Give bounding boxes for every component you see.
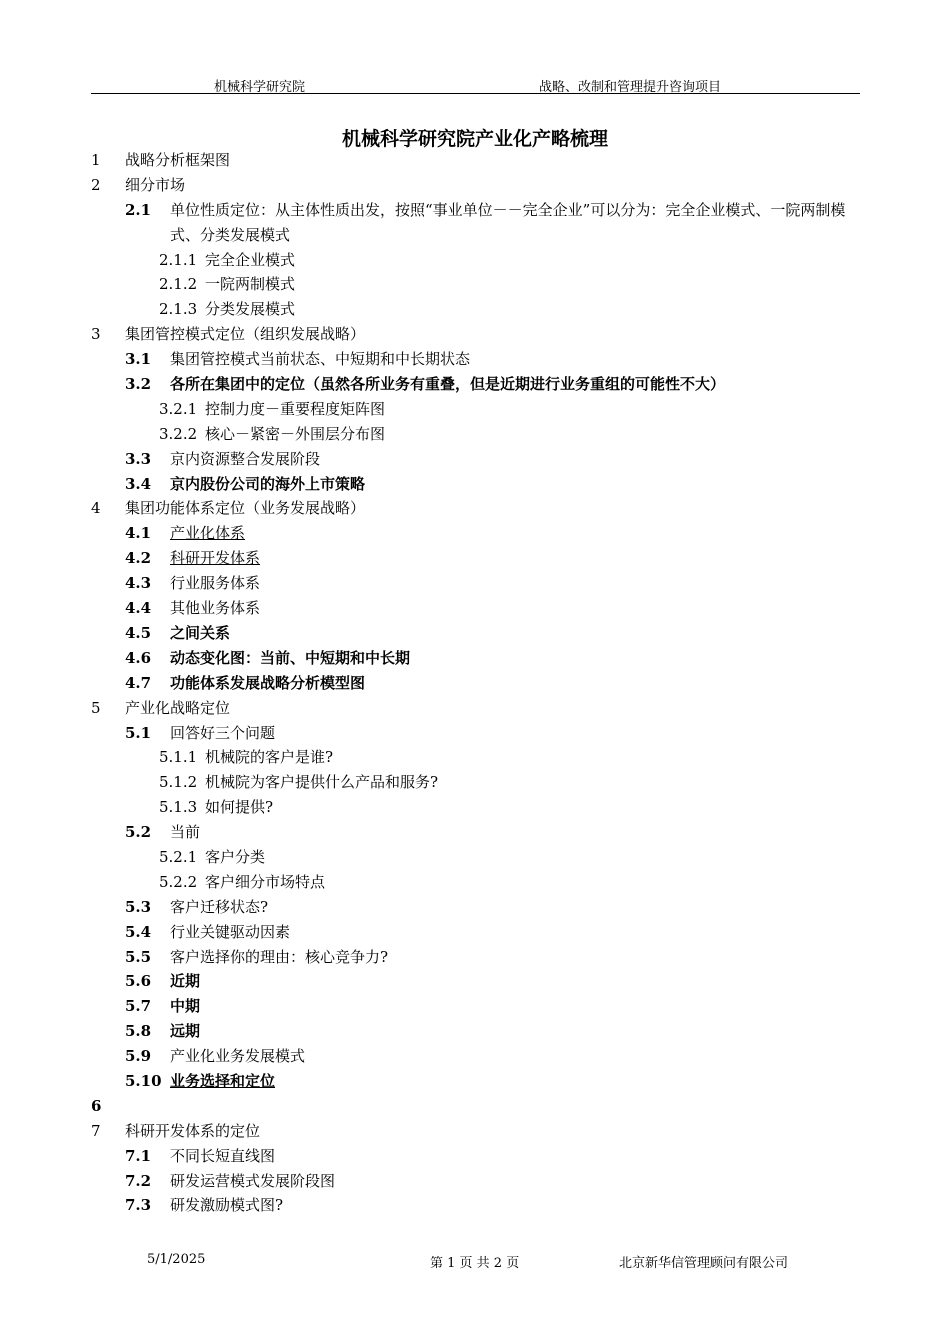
toc-text: 机械院的客户是谁? (205, 748, 334, 767)
toc-item-7-1 (0, 1144, 950, 1169)
toc-text: 集团功能体系定位（业务发展战略） (125, 499, 366, 518)
toc-item-4-6 (0, 646, 950, 671)
toc-text: 机械院为客户提供什么产品和服务? (205, 773, 439, 792)
toc-text: 远期 (170, 1022, 201, 1041)
toc-item-3-2-2 (0, 422, 950, 447)
toc-item-5-1 (0, 721, 950, 746)
toc-item-2 (0, 173, 950, 198)
toc-item-7-2 (0, 1169, 950, 1194)
toc-text: 其他业务体系 (170, 599, 261, 618)
toc-text: 当前 (170, 823, 201, 842)
toc-number: 4.6 (125, 648, 152, 667)
toc-item-5-2-2 (0, 870, 950, 895)
toc-text: 科研开发体系的定位 (125, 1121, 261, 1140)
toc-number: 5.4 (125, 922, 152, 941)
toc-item-3-4 (0, 472, 950, 497)
toc-number: 7.2 (125, 1171, 152, 1190)
toc-text: 京内资源整合发展阶段 (170, 449, 321, 468)
toc-text: 近期 (170, 972, 201, 991)
toc-text: 集团管控模式当前状态、中短期和中长期状态 (170, 350, 471, 369)
toc-number: 4.4 (125, 599, 152, 618)
toc-item-4-3 (0, 571, 950, 596)
toc-number: 2.1.3 (159, 300, 198, 319)
toc-number: 5.2 (125, 823, 152, 842)
toc-item-3-2-1 (0, 397, 950, 422)
toc-number: 6 (91, 1096, 102, 1115)
toc-item-5-10 (0, 1069, 950, 1094)
table-of-contents (0, 148, 950, 1218)
toc-text: 控制力度－重要程度矩阵图 (205, 399, 386, 418)
toc-text: 单位性质定位：从主体性质出发，按照“事业单位－－完全企业”可以分为：完全企业模式、一院两制模式、分类发展模式 (170, 200, 846, 244)
toc-item-3-2 (0, 372, 950, 397)
toc-number: 5 (91, 698, 101, 717)
toc-number: 2.1.2 (159, 275, 198, 294)
toc-number: 4.7 (125, 673, 152, 692)
toc-number: 2.1.1 (159, 250, 198, 269)
toc-text: 功能体系发展战略分析模型图 (170, 673, 366, 692)
toc-text: 各所在集团中的定位（虽然各所业务有重叠，但是近期进行业务重组的可能性不大） (170, 375, 726, 394)
toc-number: 2 (91, 175, 101, 194)
toc-item-2-1-2 (0, 272, 950, 297)
toc-text: 行业服务体系 (170, 574, 261, 593)
toc-text: 京内股份公司的海外上市策略 (170, 474, 366, 493)
footer-company: 北京新华信管理顾问有限公司 (619, 1256, 789, 1271)
toc-number: 3.2.1 (159, 399, 198, 418)
toc-number: 5.1.3 (159, 798, 198, 817)
toc-text: 中期 (170, 997, 201, 1016)
toc-item-4 (0, 496, 950, 521)
toc-number: 4.1 (125, 524, 152, 543)
toc-item-5-1-1 (0, 745, 950, 770)
toc-text: 完全企业模式 (205, 250, 296, 269)
toc-text: 行业关键驱动因素 (170, 922, 291, 941)
toc-item-5-4 (0, 920, 950, 945)
toc-item-5-9 (0, 1044, 950, 1069)
toc-number: 3.1 (125, 350, 152, 369)
toc-text: 核心－紧密－外围层分布图 (205, 424, 386, 443)
toc-item-5-7 (0, 994, 950, 1019)
toc-text: 动态变化图：当前、中短期和中长期 (170, 648, 411, 667)
toc-item-3-3 (0, 447, 950, 472)
toc-item-4-4 (0, 596, 950, 621)
toc-number: 5.7 (125, 997, 152, 1016)
toc-number: 7.1 (125, 1146, 152, 1165)
toc-number: 5.1 (125, 723, 152, 742)
toc-number: 3.3 (125, 449, 152, 468)
toc-item-2-1 (0, 198, 950, 248)
toc-item-7-3 (0, 1193, 950, 1218)
toc-item-4-2 (0, 546, 950, 571)
toc-text: 回答好三个问题 (170, 723, 276, 742)
toc-item-4-7 (0, 671, 950, 696)
toc-number: 3.2 (125, 375, 152, 394)
toc-number: 5.1.2 (159, 773, 198, 792)
header-rule (91, 93, 860, 94)
toc-item-2-1-3 (0, 297, 950, 322)
toc-text: 细分市场 (125, 175, 186, 194)
toc-number: 1 (91, 151, 101, 169)
toc-text: 之间关系 (170, 623, 231, 642)
toc-item-4-1 (0, 521, 950, 546)
toc-text: 战略分析框架图 (125, 151, 231, 169)
toc-item-7 (0, 1119, 950, 1144)
toc-text: 科研开发体系 (170, 549, 261, 568)
toc-text: 集团管控模式定位（组织发展战略） (125, 325, 366, 344)
toc-item-3-1 (0, 347, 950, 372)
toc-text: 客户细分市场特点 (205, 872, 326, 891)
toc-number: 7 (91, 1121, 101, 1140)
toc-text: 业务选择和定位 (170, 1071, 276, 1090)
toc-number: 5.6 (125, 972, 152, 991)
toc-item-5-2-1 (0, 845, 950, 870)
toc-number: 3.2.2 (159, 424, 198, 443)
toc-item-5-2 (0, 820, 950, 845)
toc-text: 研发激励模式图? (170, 1196, 284, 1215)
toc-number: 7.3 (125, 1196, 152, 1215)
toc-text: 分类发展模式 (205, 300, 296, 319)
toc-item-5-1-3 (0, 795, 950, 820)
toc-number: 5.2.1 (159, 847, 198, 866)
toc-number: 4.2 (125, 549, 152, 568)
toc-item-5-8 (0, 1019, 950, 1044)
toc-item-4-5 (0, 621, 950, 646)
toc-number: 3 (91, 325, 101, 344)
toc-text: 客户选择你的理由：核心竞争力? (170, 947, 389, 966)
toc-text: 产业化业务发展模式 (170, 1047, 306, 1066)
header-right: 战略、改制和管理提升咨询项目 (539, 80, 722, 95)
toc-text: 研发运营模式发展阶段图 (170, 1171, 336, 1190)
toc-text: 不同长短直线图 (170, 1146, 276, 1165)
toc-item-5 (0, 696, 950, 721)
toc-number: 3.4 (125, 474, 152, 493)
toc-text: 客户迁移状态? (170, 897, 269, 916)
toc-number: 5.2.2 (159, 872, 198, 891)
toc-number: 5.10 (125, 1071, 162, 1090)
toc-item-5-1-2 (0, 770, 950, 795)
toc-text: 产业化战略定位 (125, 698, 231, 717)
toc-number: 5.5 (125, 947, 152, 966)
toc-item-2-1-1 (0, 248, 950, 273)
toc-text: 客户分类 (205, 847, 266, 866)
toc-number: 4.5 (125, 623, 152, 642)
page-title: 机械科学研究院产业化产略梳理 (341, 128, 608, 150)
toc-number: 2.1 (125, 200, 152, 219)
toc-item-6 (0, 1094, 950, 1119)
toc-item-3 (0, 322, 950, 347)
toc-item-5-6 (0, 969, 950, 994)
toc-number: 4.3 (125, 574, 152, 593)
footer-page-number: 第 1 页 共 2 页 (430, 1256, 520, 1271)
toc-number: 5.9 (125, 1047, 152, 1066)
header-left: 机械科学研究院 (214, 80, 306, 95)
footer-date: 5/1/2025 (147, 1252, 206, 1267)
toc-number: 5.1.1 (159, 748, 198, 767)
toc-item-5-5 (0, 945, 950, 970)
toc-text: 产业化体系 (170, 524, 246, 543)
toc-item-5-3 (0, 895, 950, 920)
toc-text: 一院两制模式 (205, 275, 296, 294)
toc-item-1 (0, 148, 950, 173)
toc-number: 5.8 (125, 1022, 152, 1041)
toc-text: 如何提供? (205, 798, 274, 817)
toc-number: 5.3 (125, 897, 152, 916)
toc-number: 4 (91, 499, 101, 518)
